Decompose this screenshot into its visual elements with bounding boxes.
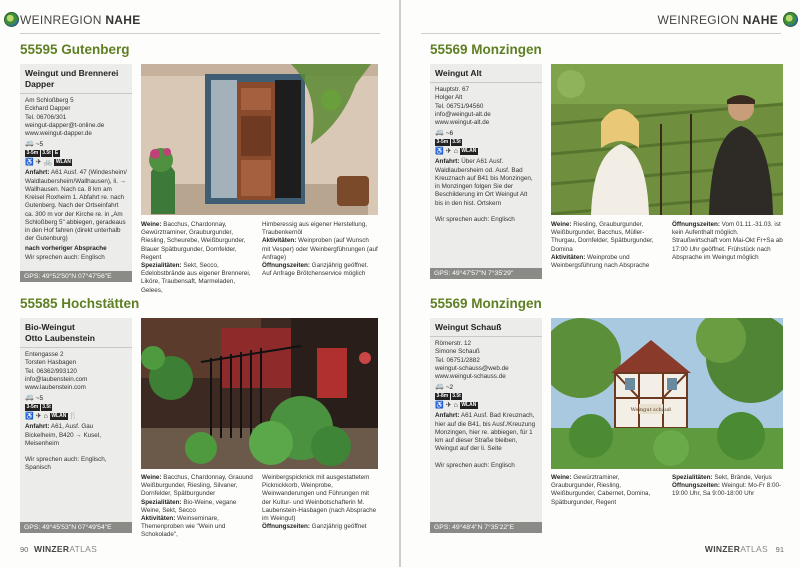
- weight-chip: 3.5t: [452, 139, 461, 146]
- activities: [551, 254, 663, 270]
- weight-chip: 3.5t: [42, 150, 51, 157]
- brand-bold: WINZER: [34, 544, 70, 554]
- activities: [141, 515, 253, 540]
- length-chip: 3-5m: [26, 150, 39, 157]
- field-label: Aktivitäten:: [551, 253, 586, 261]
- languages: Wir sprechen auch: Englisch: [435, 461, 515, 469]
- gps-bar: GPS: 49°45'53"N 07°49'54"E: [20, 522, 132, 533]
- email-link[interactable]: weingut-dapper@t-online.de: [25, 121, 105, 129]
- directions-text: A61 Ausf. 47 (Windesheim/ Waldlaubersheim/Wallhausen), li. → Wallhausen. Nach ca. 8 km am Kreisel Roxheim 1. Abfahrt re. nach Gutenberg. Nach der Ortseinfahrt ca. 300 m vor der Kirche re. in „Am Schloßberg 5" abbiegen, geradeaus in den Hof fahren (direkt unterhalb der Gutenburg): [25, 169, 127, 243]
- brand-logo: [34, 544, 97, 554]
- wines: [141, 474, 253, 499]
- wlan-icon: WLAN: [461, 148, 477, 155]
- field-text: Gewürztraminer, Grauburgunder, Riesling, Weißburgunder, Cabernet, Domina, Spätburgunder, Regent: [551, 474, 651, 506]
- opening-hours: [262, 523, 378, 531]
- house-icon: ⌂: [453, 148, 458, 156]
- contact-person: Holger Alt: [435, 94, 463, 102]
- phone: Tel. 06751/2882: [435, 356, 480, 364]
- activities-cont: [262, 474, 378, 523]
- brand-light: ATLAS: [69, 544, 98, 554]
- wine-info-column: [141, 474, 253, 540]
- parking-row: [430, 381, 542, 392]
- winery-info-box: [20, 64, 132, 282]
- email-link[interactable]: info@laubenstein.com: [25, 375, 88, 383]
- wines: [141, 221, 253, 262]
- field-text: Vom 01.11.-31.03. ist kein Aufenthalt möglich. Straußwirtschaft vom Mai-Okt Fr+Sa ab 17:00 Uhr geöffnet. Frühstück nach Absprache im Weingut möglich: [672, 221, 783, 261]
- electricity-chip: E: [54, 150, 59, 157]
- opening-hours: [262, 262, 378, 278]
- field-text: Ganzjährig geöffnet. Auf Anfrage Brötchenservice möglich: [262, 262, 369, 278]
- website-link[interactable]: www.weingut-schauss.de: [435, 373, 506, 381]
- winery-photo: [551, 318, 783, 469]
- region-header-right: [657, 13, 778, 27]
- building-sign: Weingut schauß: [630, 407, 672, 413]
- parking-row: [20, 392, 132, 403]
- contact-person: Simone Schauß: [435, 348, 480, 356]
- field-label: Öffnungszeiten:: [672, 482, 720, 490]
- winery-info-box: [20, 318, 132, 533]
- parking-row: [430, 127, 542, 138]
- field-label: Weine:: [551, 474, 572, 481]
- languages: Wir sprechen auch: Englisch, Spanisch: [25, 456, 107, 472]
- field-text: Sekt, Secco, Edelobstbrände aus eigener Brennerei, Liköre, Traubensaft, Marmeladen, Gelees,: [141, 262, 251, 294]
- restriction-row: [430, 392, 542, 401]
- directions-label: Anfahrt:: [435, 158, 460, 166]
- length-chip: 3-5m: [26, 404, 39, 411]
- brand-bold: WINZER: [704, 544, 741, 554]
- region-label: WEINREGION: [20, 13, 102, 27]
- languages: Wir sprechen auch: Englisch: [25, 253, 105, 261]
- field-text: Ganzjährig geöffnet: [309, 523, 367, 531]
- wlan-icon: WLAN: [51, 413, 67, 420]
- field-label: Weine:: [551, 221, 572, 228]
- directions-text: A61 Ausf. Bad Kreuznach, hier auf die B41, bis Ausf./Kreuzung Monzingen, hier re. abbiegen, für 1 km auf dieser Straße bleiben, Weingut auf der li. Seite: [435, 412, 536, 453]
- section-title: 55569 Monzingen: [430, 296, 542, 311]
- region-name: NAHE: [742, 13, 778, 27]
- winery-info-box: [430, 64, 542, 279]
- website-link[interactable]: www.laubenstein.com: [25, 384, 86, 392]
- page-number: 90: [20, 545, 29, 554]
- winery-name: [20, 318, 132, 348]
- wines: [551, 221, 663, 254]
- field-text: Bacchus, Chardonnay, Grauund Weißburgunder, Riesling, Silvaner, Dornfelder, Spätburgunder: [141, 474, 253, 498]
- winery-name-line: Weingut Alt: [435, 68, 482, 78]
- parking-count: ~5: [35, 395, 44, 403]
- directions: [20, 421, 132, 448]
- directions-text: Über A61 Ausf. Waldlaubersheim od. Ausf. Bad Kreuznach auf B41 bis Monzingen, in Monzingen folgen Sie der Beschilderung im Ort Weingut Alt bis in den hist. Ortskern: [435, 158, 533, 207]
- amenity-row: [430, 147, 542, 156]
- bike-icon: 🚲: [43, 159, 53, 167]
- specialties: [141, 499, 253, 515]
- wine-info-column: [141, 221, 253, 295]
- globe-icon: [4, 12, 19, 27]
- field-text: Riesling, Grauburgunder, Weißburgunder, Bacchus, Müller-Thurgau, Dornfelder, Spätburgunder, Domina: [551, 221, 654, 253]
- winery-name: [430, 64, 542, 83]
- restriction-row: [430, 138, 542, 147]
- brand-logo: [705, 544, 768, 554]
- plane-icon: ✈: [35, 159, 42, 167]
- parking-count: ~5: [35, 141, 44, 149]
- directions-label: Anfahrt:: [25, 423, 50, 431]
- field-text: Sekt, Brände, Verjus: [712, 474, 772, 481]
- specialties-cont: [262, 221, 378, 237]
- contact-person: Torsten Hasbagen: [25, 359, 77, 367]
- activity-info-column: [262, 474, 378, 531]
- specialties: [672, 474, 783, 482]
- accessible-icon: ♿: [435, 148, 444, 156]
- notice: [20, 243, 132, 253]
- restriction-row: [20, 149, 132, 158]
- motorhome-icon: 🚐: [435, 129, 444, 137]
- wines: [551, 474, 663, 507]
- contact-block: [430, 83, 542, 127]
- wine-info-column: [551, 474, 663, 507]
- parking-count: ~6: [445, 130, 454, 138]
- motorhome-icon: 🚐: [25, 394, 34, 402]
- field-text: Weinseminare, Themenproben wie "Wein und Schokolade",: [141, 515, 226, 539]
- phone: Tel. 06362/993120: [25, 367, 77, 375]
- activities: [262, 237, 378, 262]
- parking-row: [20, 138, 132, 149]
- field-label: Spezialitäten:: [672, 474, 713, 481]
- amenity-row: [430, 401, 542, 410]
- address: Römerstr. 12: [435, 340, 472, 347]
- email-link[interactable]: weingut-schauss@web.de: [435, 364, 509, 372]
- field-label: Aktivitäten:: [262, 237, 297, 245]
- wlan-icon: WLAN: [55, 159, 71, 166]
- field-text: Bio-Weine, vegane Weine, Sekt, Secco: [141, 498, 237, 514]
- winery-name-line: Bio-Weingut: [25, 322, 75, 332]
- directions-label: Anfahrt:: [25, 169, 50, 177]
- section-title: 55585 Hochstätten: [20, 296, 140, 311]
- field-text: Himberessig aus eigener Herstellung, Traubenkernöl: [262, 221, 367, 237]
- directions: [430, 156, 542, 207]
- winery-name-line: Otto Laubenstein: [25, 333, 95, 343]
- restriction-row: [20, 403, 132, 412]
- amenity-row: [20, 412, 132, 421]
- notice-text: nach vorheriger Absprache: [25, 245, 107, 253]
- house-icon: ⌂: [43, 413, 48, 421]
- languages: Wir sprechen auch: Englisch: [435, 215, 515, 223]
- right-page: [401, 0, 800, 567]
- header-rule: [20, 33, 380, 34]
- contact-block: [20, 94, 132, 138]
- field-label: Weine:: [141, 474, 162, 481]
- section-title: 55569 Monzingen: [430, 42, 542, 57]
- field-label: Öffnungszeiten:: [672, 221, 720, 228]
- hours-info-column: [672, 221, 783, 262]
- plane-icon: ✈: [445, 148, 452, 156]
- directions-text: A61, Ausf. Gau Bickelheim, B420 → Kusel, Meisenheim: [25, 423, 101, 447]
- accessible-icon: ♿: [25, 159, 34, 167]
- wlan-icon: WLAN: [461, 402, 477, 409]
- field-text: Weinproben (auf Wunsch mit Vesper) oder Weinbergführungen (auf Anfrage): [262, 237, 378, 261]
- address: Am Schloßberg 5: [25, 97, 74, 104]
- motorhome-icon: 🚐: [435, 383, 444, 391]
- region-label: WEINREGION: [657, 13, 740, 27]
- winery-photo: [551, 64, 783, 215]
- header-rule: [421, 33, 781, 34]
- field-label: Spezialitäten:: [141, 262, 182, 270]
- winery-photo: [141, 318, 378, 469]
- opening-hours: [672, 221, 783, 262]
- winery-info-box: [430, 318, 542, 533]
- region-name: NAHE: [105, 13, 141, 27]
- section-title: 55595 Gutenberg: [20, 42, 130, 57]
- contact-block: [430, 337, 542, 381]
- phone: Tel. 06751/94560: [435, 102, 484, 110]
- field-label: Öffnungszeiten:: [262, 523, 310, 531]
- accessible-icon: ♿: [25, 413, 34, 421]
- contact-block: [20, 348, 132, 392]
- accessible-icon: ♿: [435, 402, 444, 410]
- plane-icon: ✈: [35, 413, 42, 421]
- gps-bar: GPS: 49°47'57"N 7°35'29": [430, 268, 542, 279]
- address: Hauptstr. 67: [435, 86, 469, 93]
- house-icon: ⌂: [453, 402, 458, 410]
- field-text: Weingut: Mo-Fr 8:00-19:00 Uhr, Sa 9:00-18:00 Uhr: [672, 482, 782, 498]
- gps-bar: GPS: 49°48'4"N 7°35'22"E: [430, 522, 542, 533]
- region-header-left: [20, 13, 141, 27]
- amenity-row: [20, 158, 132, 167]
- page-number: 91: [775, 545, 784, 554]
- directions-label: Anfahrt:: [435, 412, 460, 420]
- website-link[interactable]: www.weingut-alt.de: [435, 119, 490, 127]
- wine-info-column: [551, 221, 663, 270]
- activity-info-column: [262, 221, 378, 278]
- address: Entengasse 2: [25, 351, 64, 358]
- field-text: Weinprobe und Weinbergsführung nach Absprache: [551, 253, 650, 270]
- winery-name: [430, 318, 542, 337]
- field-text: Weinbergspicknick mit ausgestattetem Picknickkorb, Weinprobe, Weinwanderungen und Führungen mit der Kultur- und Weinbotschafterin M. Laubenstein-Hasbagen (nach Absprache im Weingut): [262, 474, 377, 523]
- winery-photo: [141, 64, 378, 215]
- length-chip: 3-8m: [436, 393, 449, 400]
- field-label: Aktivitäten:: [141, 515, 176, 523]
- opening-hours: [672, 482, 783, 498]
- field-label: Spezialitäten:: [141, 498, 182, 506]
- winery-name-line: Dapper: [25, 79, 55, 89]
- plane-icon: ✈: [445, 402, 452, 410]
- parking-count: ~2: [445, 384, 454, 392]
- brand-light: ATLAS: [740, 544, 768, 554]
- motorhome-icon: 🚐: [25, 140, 34, 148]
- field-label: Weine:: [141, 221, 162, 228]
- winery-name: [20, 64, 132, 94]
- left-page: [0, 0, 399, 567]
- gps-bar: GPS: 49°52'50"N 07°47'56"E: [20, 271, 132, 282]
- restaurant-icon: 🍴: [68, 413, 78, 421]
- email-link[interactable]: info@weingut-alt.de: [435, 110, 491, 118]
- globe-icon: [783, 12, 798, 27]
- hours-info-column: [672, 474, 783, 499]
- field-label: Öffnungszeiten:: [262, 262, 310, 270]
- directions: [430, 410, 542, 453]
- field-text: Bacchus, Chardonnay, Gewürztraminer, Grauburgunder, Riesling, Scheurebe, Weißburgunder, Blauer Spätburgunder, Dornfelder, Regent: [141, 221, 246, 261]
- weight-chip: 3.5t: [452, 393, 461, 400]
- winery-name-line: Weingut Schauß: [435, 322, 502, 332]
- winery-name-line: Weingut und Brennerei: [25, 68, 119, 78]
- specialties: [141, 262, 253, 295]
- phone: Tel. 06706/301: [25, 113, 67, 121]
- weight-chip: 3.5t: [42, 404, 51, 411]
- contact-person: Eckhard Dapper: [25, 105, 71, 113]
- directions: [20, 167, 132, 243]
- website-link[interactable]: www.weingut-dapper.de: [25, 130, 92, 138]
- length-chip: 3-5m: [436, 139, 449, 146]
